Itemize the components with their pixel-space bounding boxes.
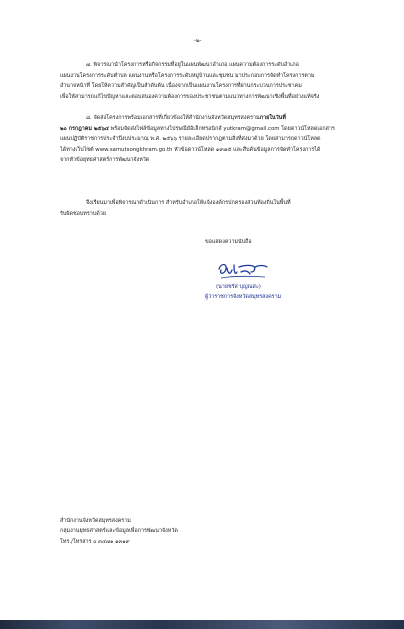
footer-phone: โทร./โทรสาร ๐ ๓๔๗๑ ๑๓๑๙ bbox=[60, 539, 130, 545]
paragraph-line: ๗. พิจารณานำโครงการหรือกิจกรรมที่อยู่ในแผนพัฒนาอำเภอ แผนความต้องการระดับอำเภอ bbox=[86, 62, 299, 68]
page-number: -๒- bbox=[194, 38, 202, 44]
paragraph-item-7 bbox=[60, 60, 360, 102]
signer-title: ผู้ว่าราชการจังหวัดสมุทรสงคราม bbox=[205, 294, 282, 300]
paragraph-line: ๘. จัดส่งโครงการพร้อมเอกสารที่เกี่ยวข้องให้สำนักงานจังหวัดสมุทรสงคราม bbox=[86, 115, 260, 121]
paragraph-line: เพื่อให้สามารถแก้ไขปัญหาและตอบสนองความต้องการของประชาชนตามแนวทางการพัฒนาเชิงพื้นที่อย่างแท้จริง bbox=[60, 93, 320, 100]
paragraph-line: จึงเรียนมาเพื่อพิจารณาดำเนินการ สำหรับอำเภอให้แจ้งองค์กรปกครองส่วนท้องถิ่นในพื้นที่ bbox=[86, 200, 291, 206]
paragraph-line: แผนปฏิบัติราชการประจำปีงบประมาณ พ.ศ. ๒๕๖๖ รายละเอียดปรากฏตามสิ่งที่ส่งมาด้วย โดยสามารถดาวน์โหลด bbox=[60, 136, 321, 143]
closing-salutation: ขอแสดงความนับถือ bbox=[205, 239, 252, 245]
paragraph-line: รับผิดชอบทราบด้วย bbox=[60, 210, 106, 217]
paragraph-line-rest: พร้อมจัดส่งไฟล์ข้อมูลทางไปรษณีย์อิเล็กทรอนิกส์ yutkram@gmail.com โดยดาวน์โหลดเอกสาร bbox=[108, 125, 335, 132]
deadline-date: ๒๐ กรกฎาคม ๒๕๖๔ bbox=[60, 125, 109, 132]
signature-icon bbox=[215, 259, 269, 281]
footer-office: สำนักงานจังหวัดสมุทรสงคราม bbox=[60, 518, 131, 524]
paragraph-item-8 bbox=[60, 113, 360, 166]
deadline-label: ภายในวันที่ bbox=[259, 115, 286, 121]
paragraph-conclusion bbox=[60, 198, 360, 219]
footer-division: กลุ่มงานยุทธศาสตร์และข้อมูลเพื่อการพัฒนาจังหวัด bbox=[60, 528, 178, 534]
signer-name: (นายชรัส บุญณสะ) bbox=[216, 284, 261, 290]
scan-bottom-edge bbox=[0, 620, 404, 629]
paragraph-line: จากหัวข้อยุทธศาสตร์การพัฒนาจังหวัด bbox=[60, 157, 150, 164]
paragraph-line: ได้ทางเว็บไซต์ www.samutsongkhram.go.th หัวข้อดาวน์โหลด ๑๙๗๕ และสืบค้นข้อมูลการจัดทำโครงการได้ bbox=[60, 146, 321, 153]
paragraph-line: อำนาจหน้าที่ โดยให้ความสำคัญเป็นลำดับต้น เนื่องจากเป็นแผนงานโครงการที่ผ่านกระบวนการประชาคม bbox=[60, 83, 302, 90]
paragraph-line: แผนงานโครงการระดับตำบล แผนงานหรือโครงการระดับหมู่บ้านและชุมชน มาประกอบการจัดทำโครงการตาม bbox=[60, 72, 315, 79]
paragraph-line bbox=[60, 124, 360, 135]
